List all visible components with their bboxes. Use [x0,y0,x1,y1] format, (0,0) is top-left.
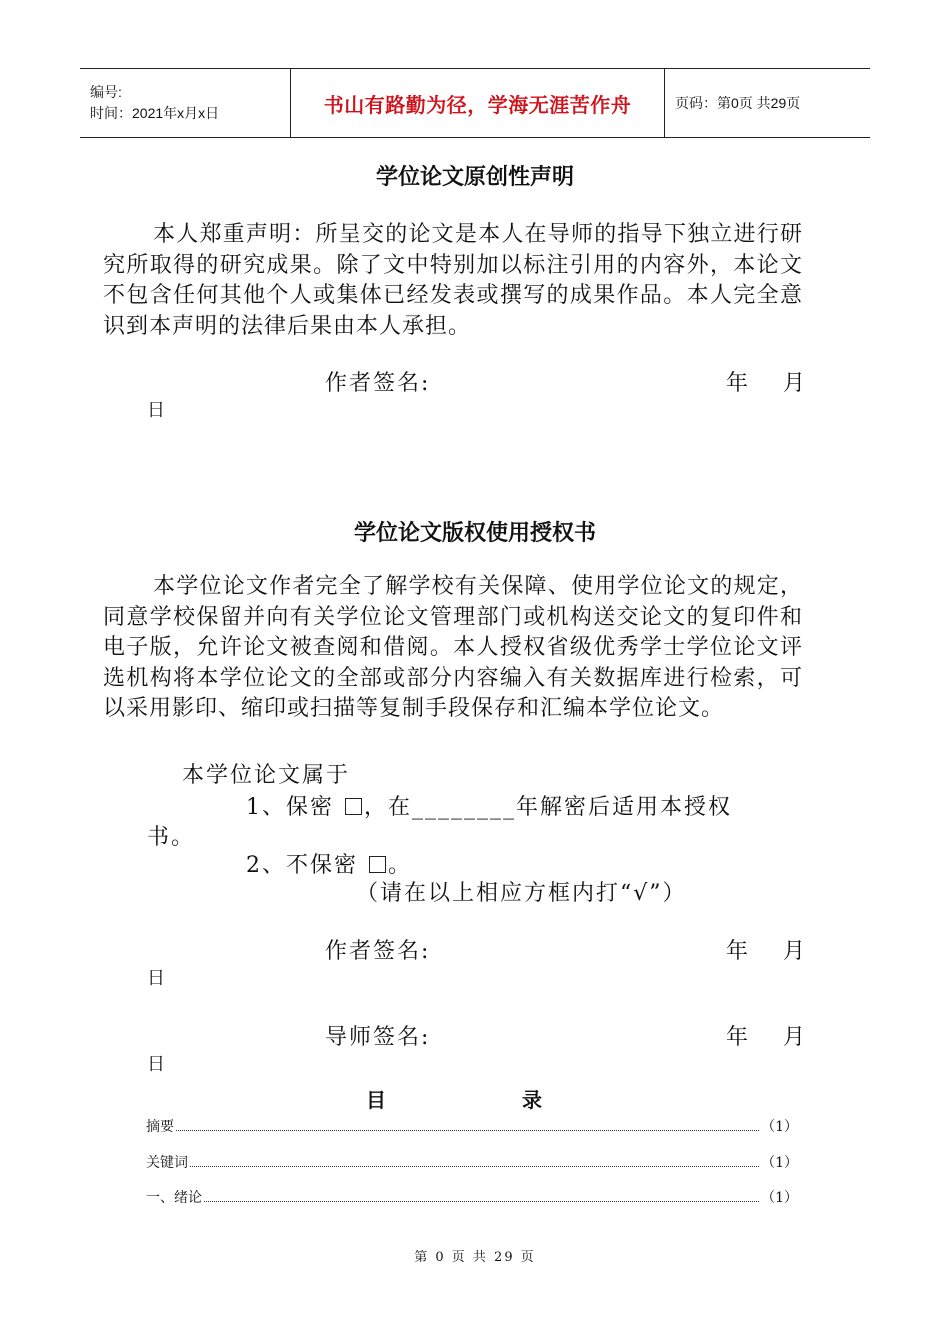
toc-item-page: （1） [761,1119,798,1135]
option-confidential-label: 1、保密 [246,795,334,820]
declaration-body: 本人郑重声明：所呈交的论文是本人在导师的指导下独立进行研究所取得的研究成果。除了文中特别加以标注引用的内容外，本论文不包含任何其他个人或集体已经发表或撰写的成果作品。本人完全意识到本声明的法律后果由本人承担。 [103,222,803,339]
authorization-author-month: 月 [783,939,808,964]
declaration-day: 日 [147,400,167,421]
toc-item-label: 一、绪论 [146,1190,202,1206]
toc-item[interactable] [146,1187,798,1207]
advisor-month: 月 [783,1025,808,1050]
advisor-day: 日 [147,1054,167,1075]
authorization-author-day: 日 [147,968,167,989]
page-info-text: 页码：第0页 共29页 [675,95,801,111]
checkbox-instruction: （请在以上相应方框内打“√”） [356,881,687,906]
option-not-confidential-label: 2、不保密 [246,853,358,878]
toc-item-page: （1） [761,1190,798,1206]
option-not-confidential-end: 。 [388,853,413,878]
authorization-title: 学位论文版权使用授权书 [353,521,596,546]
toc-leader [204,1201,759,1202]
option-confidential [246,790,732,821]
page-header [80,68,870,138]
toc-item[interactable] [146,1116,798,1136]
declaration-month: 月 [783,371,808,396]
motto-text: 书山有路勤为径，学海无涯苦作舟 [323,92,632,117]
belongs-label: 本学位论文属于 [182,763,351,788]
page-footer: 第 0 页 共 29 页 [414,1250,536,1265]
option-confidential-text: ，在________年解密后适用本授权 [364,795,733,820]
header-motto [290,69,665,137]
toc-item-label: 摘要 [146,1119,174,1135]
toc-leader [176,1130,759,1131]
option-not-confidential [246,848,412,879]
authorization-author-year: 年 [726,939,751,964]
confidential-checkbox[interactable] [345,798,362,815]
toc-title-part2: 录 [522,1088,544,1112]
authorization-author-sign: 作者签名: [325,939,431,964]
toc-item[interactable] [146,1152,798,1172]
authorization-body: 本学位论文作者完全了解学校有关保障、使用学位论文的规定，同意学校保留并向有关学位论文管理部门或机构送交论文的复印件和电子版，允许论文被查阅和借阅。本人授权省级优秀学士学位论文评选机构将本学位论文的全部或部分内容编入有关数据库进行检索，可以采用影印、缩印或扫描等复制手段保存和汇编本学位论文。 [103,574,803,721]
declaration-year: 年 [726,371,751,396]
toc-leader [190,1166,759,1167]
advisor-year: 年 [726,1025,751,1050]
time-label: 时间：2021年x月x日 [90,105,220,121]
toc-item-page: （1） [761,1155,798,1171]
declaration-author-sign: 作者签名: [325,371,431,396]
number-label: 编号: [90,84,122,100]
header-meta [80,69,290,137]
toc-title-part1: 目 [366,1088,388,1112]
not-confidential-checkbox[interactable] [369,856,386,873]
option-confidential-continuation: 书。 [147,825,196,850]
advisor-sign: 导师签名: [325,1025,431,1050]
toc-item-label: 关键词 [146,1155,188,1171]
header-page-info [665,69,870,137]
declaration-title: 学位论文原创性声明 [375,165,574,190]
